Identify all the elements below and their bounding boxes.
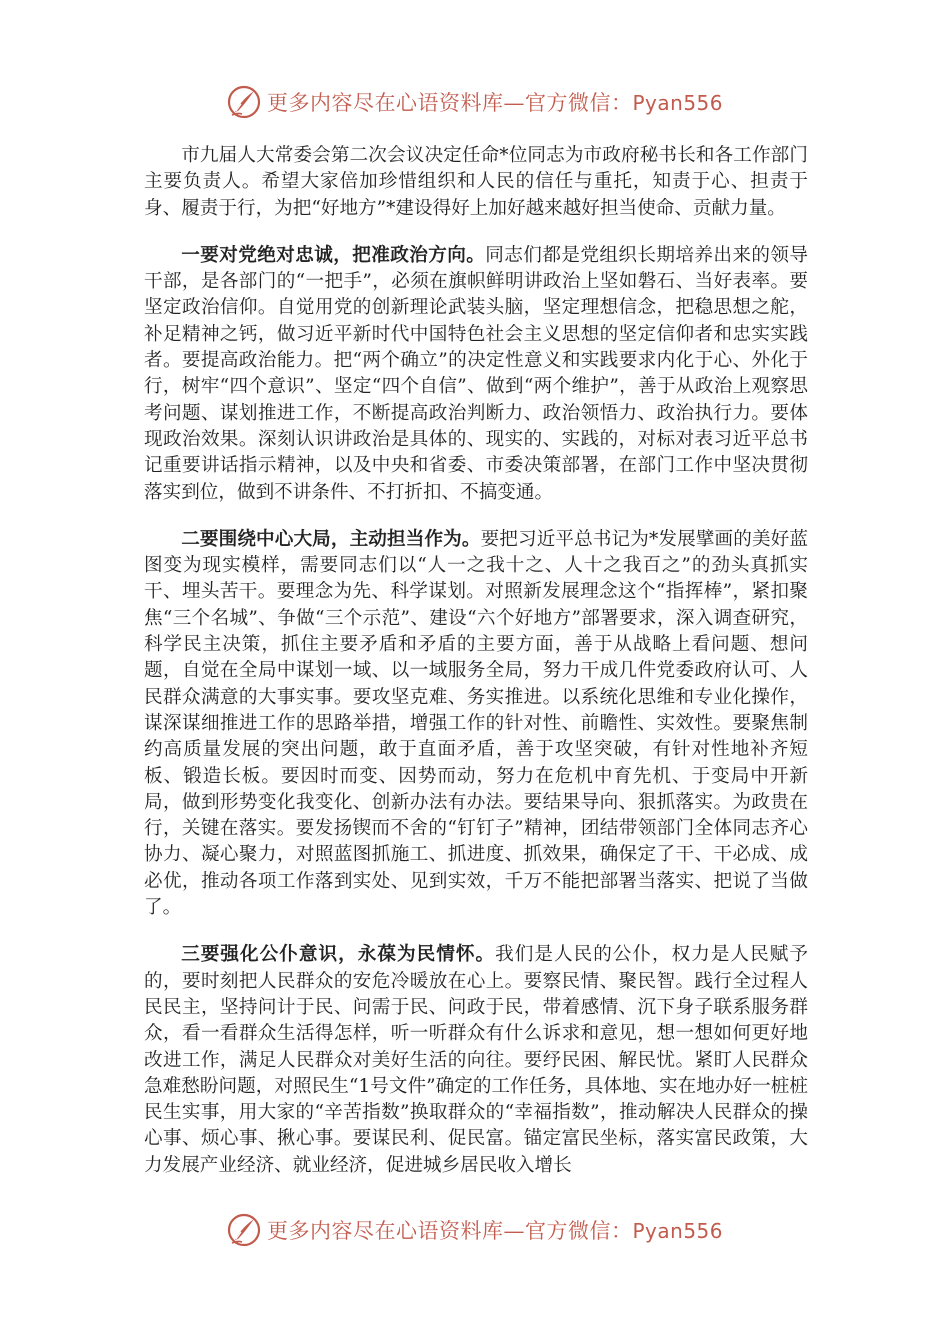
banner-wechat-id: Pyan556	[632, 1219, 723, 1243]
header-watermark-banner	[0, 82, 950, 122]
section-three-paragraph	[144, 942, 808, 1179]
paragraph-text: 我们是人民的公仆，权力是人民赋予的，要时刻把人民群众的安危冷暖放在心上。要察民情、聚民智。践行全过程人民民主，坚持问计于民、问需于民、问政于民，带着感情、沉下身子联系服务群众，看一看群众生活得怎样，听一听群众有什么诉求和意见，想一想如何更好地改进工作，满足人民群众对美好生活的向往。要纾民困、解民忧。紧盯人民群众急难愁盼问题，对照民生“1号文件”确定的工作任务，具体地、实在地办好一桩桩民生实事，用大家的“辛苦指数”换取群众的“幸福指数”，推动解决人民群众的操心事、烦心事、揪心事。要谋民利、促民富。锚定富民坐标，落实富民政策，大力发展产业经济、就业经济，促进城乡居民收入增长	[144, 944, 808, 1176]
section-heading: 三要强化公仆意识，永葆为民情怀。	[181, 944, 496, 966]
intro-paragraph	[144, 143, 808, 222]
banner-wechat-id: Pyan556	[632, 91, 723, 115]
section-one-paragraph	[144, 243, 808, 506]
footer-watermark-banner	[0, 1210, 950, 1250]
paragraph-text: 市九届人大常委会第二次会议决定任命*位同志为市政府秘书长和各工作部门主要负责人。希望大家倍加珍惜组织和人民的信任与重托，知责于心、担责于身、履责于行，为把“好地方”*建设得好上加好越来越好担当使命、贡献力量。	[144, 145, 808, 219]
banner-label: 更多内容尽在心语资料库—官方微信：	[266, 91, 633, 115]
quill-logo-icon	[227, 85, 261, 119]
banner-label: 更多内容尽在心语资料库—官方微信：	[266, 1219, 633, 1243]
section-heading: 二要围绕中心大局，主动担当作为。	[181, 528, 481, 550]
banner-text	[267, 1215, 723, 1245]
paragraph-text: 要把习近平总书记为*发展擘画的美好蓝图变为现实模样，需要同志们以“人一之我十之、人十之我百之”的劲头真抓实干、埋头苦干。要理念为先、科学谋划。对照新发展理念这个“指挥棒”，紧扣聚焦“三个名城”、争做“三个示范”、建设“六个好地方”部署要求，深入调查研究，科学民主决策，抓住主要矛盾和矛盾的主要方面，善于从战略上看问题、想问题，自觉在全局中谋划一域、以一域服务全局，努力干成几件党委政府认可、人民群众满意的大事实事。要攻坚克难、务实推进。以系统化思维和专业化操作，谋深谋细推进工作的思路举措，增强工作的针对性、前瞻性、实效性。要聚焦制约高质量发展的突出问题，敢于直面矛盾，善于攻坚突破，有针对性地补齐短板、锻造长板。要因时而变、因势而动，努力在危机中育先机、于变局中开新局，做到形势变化我变化、创新办法有办法。要结果导向、狠抓落实。为政贵在行，关键在落实。要发扬锲而不舍的“钉钉子”精神，团结带领部门全体同志齐心协力、凝心聚力，对照蓝图抓施工、抓进度、抓效果，确保定了干、干必成、成必优，推动各项工作落到实处、见到实效，千万不能把部署当落实、把说了当做了。	[144, 528, 808, 919]
quill-logo-icon	[227, 1213, 261, 1247]
paragraph-text: 同志们都是党组织长期培养出来的领导干部，是各部门的“一把手”，必须在旗帜鲜明讲政治上坚如磐石、当好表率。要坚定政治信仰。自觉用党的创新理论武装头脑，坚定理想信念，把稳思想之舵，补足精神之钙，做习近平新时代中国特色社会主义思想的坚定信仰者和忠实实践者。要提高政治能力。把“两个确立”的决定性意义和实践要求内化于心、外化于行，树牢“四个意识”、坚定“四个自信”、做到“两个维护”，善于从政治上观察思考问题、谋划推进工作，不断提高政治判断力、政治领悟力、政治执行力。要体现政治效果。深刻认识讲政治是具体的、现实的、实践的，对标对表习近平总书记重要讲话指示精神，以及中央和省委、市委决策部署，在部门工作中坚决贯彻落实到位，做到不讲条件、不打折扣、不搞变通。	[144, 244, 808, 503]
section-heading: 一要对党绝对忠诚，把准政治方向。	[181, 244, 486, 266]
banner-text	[267, 87, 723, 117]
document-body	[144, 143, 808, 1200]
section-two-paragraph	[144, 527, 808, 921]
